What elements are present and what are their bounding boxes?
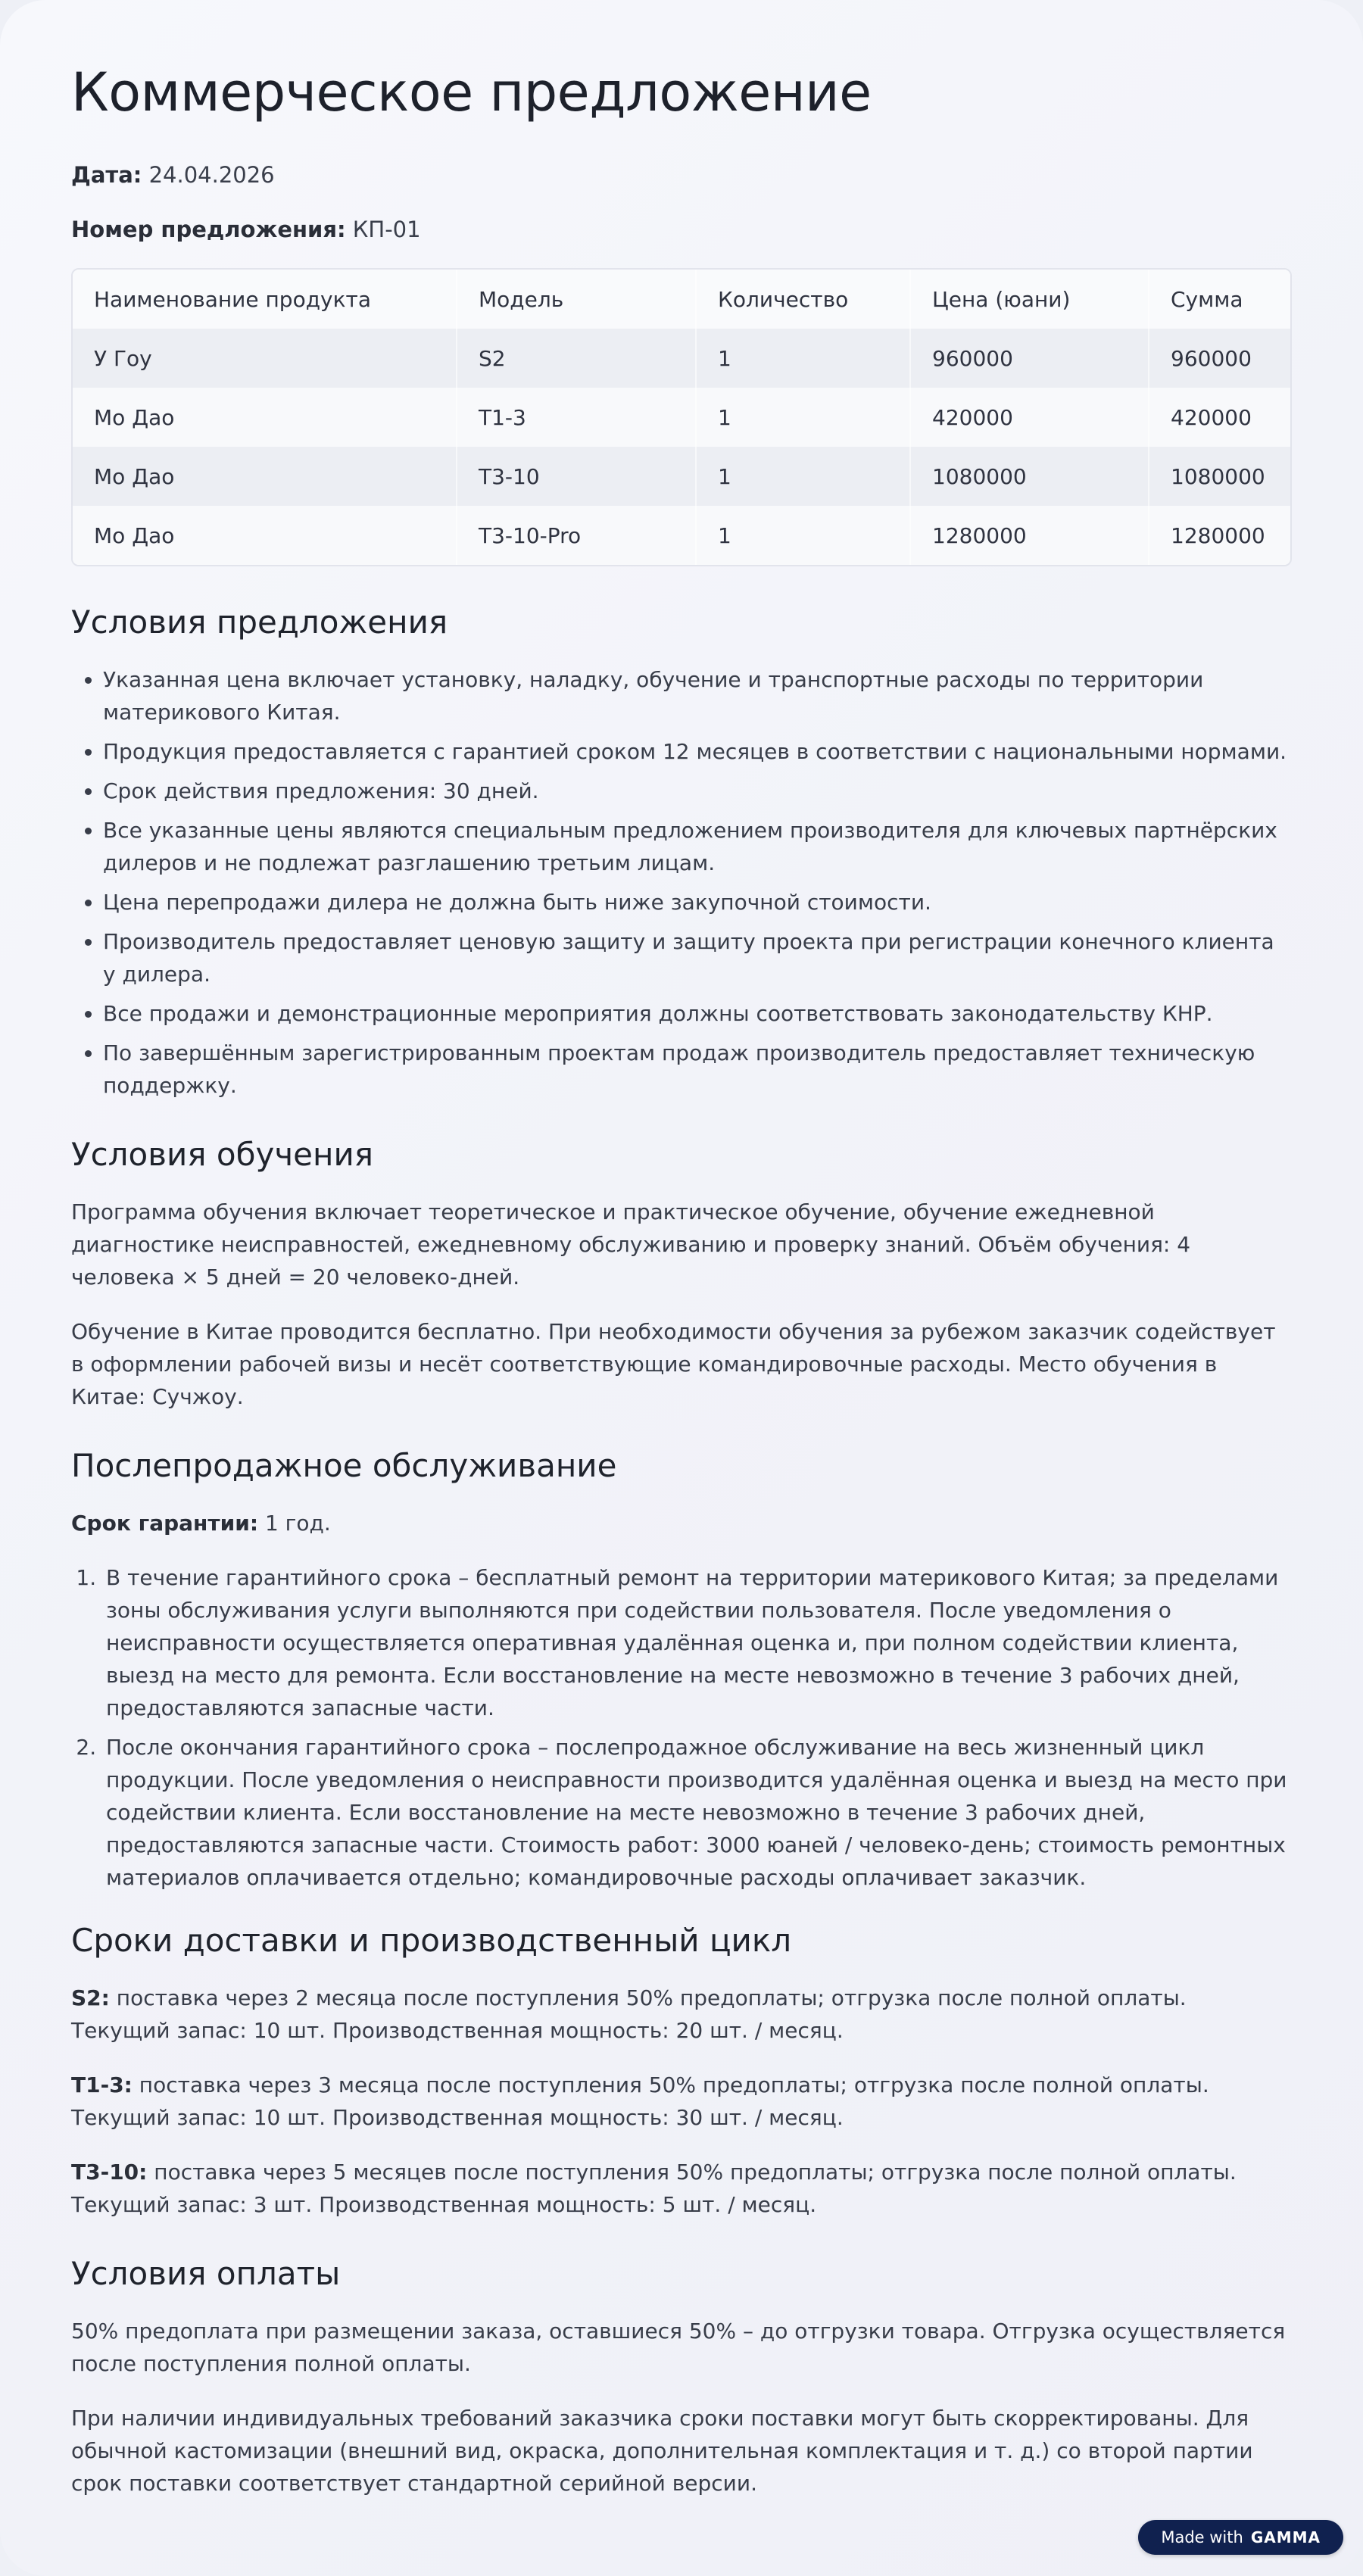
delivery-text: поставка через 5 месяцев после поступления 50% предоплаты; отгрузка после полной оплаты. Текущий запас: 3 шт. Производственная мощность: 5 шт. / месяц.: [71, 2160, 1237, 2217]
list-item: • Все указанные цены являются специальным предложением производителя для ключевых партнёрских дилеров и не подлежат разглашению третьим лицам.: [103, 814, 1292, 879]
cell-quantity: 1: [695, 506, 909, 565]
list-item: 1. В течение гарантийного срока – бесплатный ремонт на территории материкового Китая; за пределами зоны обслуживания услуги выполняются при содействии пользователя. После уведомления о неисправности осуществляется оперативная удалённая оценка и, при полном содействии клиента, выезд на место для ремонта. Если восстановление на месте невозможно в течение 3 рабочих дней, предоставляются запасные части.: [103, 1561, 1292, 1724]
delivery-model: T1-3:: [71, 2072, 133, 2097]
header-model: Модель: [456, 270, 695, 329]
cell-product: Мо Дао: [73, 506, 456, 565]
cell-quantity: 1: [695, 388, 909, 447]
cell-product: У Гоу: [73, 329, 456, 388]
warranty-line: [71, 1507, 1292, 1539]
delivery-model: T3-10:: [71, 2160, 148, 2185]
date-label: Дата:: [71, 162, 142, 188]
delivery-item: [71, 1982, 1292, 2047]
list-item: • Цена перепродажи дилера не должна быть ниже закупочной стоимости.: [103, 886, 1292, 918]
cell-product: Мо Дао: [73, 388, 456, 447]
cell-model: T3-10: [456, 447, 695, 506]
proposal-number-value: КП-01: [352, 217, 421, 242]
proposal-number-line: [71, 214, 1292, 245]
table-row: [73, 329, 1290, 388]
cell-sum: 1280000: [1148, 506, 1290, 565]
delivery-heading: Сроки доставки и производственный цикл: [71, 1922, 792, 1959]
service-list: [71, 1561, 1292, 1894]
delivery-item: [71, 2156, 1292, 2221]
page-title: Коммерческое предложение: [71, 61, 872, 123]
cell-model: T3-10-Pro: [456, 506, 695, 565]
training-paragraph: Программа обучения включает теоретическое и практическое обучение, обучение ежедневной диагностике неисправностей, ежедневному обслуживанию и проверку знаний. Объём обучения: 4 человека × 5 дней = 20 человеко-дней.: [71, 1199, 1191, 1290]
list-item: • Производитель предоставляет ценовую защиту и защиту проекта при регистрации конечного клиента у дилера.: [103, 925, 1292, 990]
list-item: • Продукция предоставляется с гарантией сроком 12 месяцев в соответствии с национальными нормами.: [103, 735, 1292, 768]
cell-product: Мо Дао: [73, 447, 456, 506]
cell-model: T1-3: [456, 388, 695, 447]
cell-sum: 420000: [1148, 388, 1290, 447]
cell-quantity: 1: [695, 329, 909, 388]
header-price: Цена (юани): [909, 270, 1148, 329]
warranty-value: 1 год.: [264, 1511, 331, 1536]
delivery-text: поставка через 2 месяца после поступления 50% предоплаты; отгрузка после полной оплаты. Текущий запас: 10 шт. Производственная мощность: 20 шт. / месяц.: [71, 1985, 1187, 2043]
products-table: [71, 268, 1292, 566]
list-item: • Указанная цена включает установку, наладку, обучение и транспортные расходы по территории материкового Китая.: [103, 663, 1292, 728]
cell-sum: 1080000: [1148, 447, 1290, 506]
training-heading: Условия обучения: [71, 1136, 374, 1173]
delivery-item: [71, 2069, 1292, 2134]
made-with-gamma-badge[interactable]: [1138, 2520, 1343, 2555]
cell-price: 420000: [909, 388, 1148, 447]
warranty-label: Срок гарантии:: [71, 1511, 259, 1536]
table-row: [73, 447, 1290, 506]
list-item: • Срок действия предложения: 30 дней.: [103, 775, 1292, 807]
cell-price: 960000: [909, 329, 1148, 388]
header-product: Наименование продукта: [73, 270, 456, 329]
payment-paragraph: 50% предоплата при размещении заказа, оставшиеся 50% – до отгрузки товара. Отгрузка осуществляется после поступления полной оплаты.: [71, 2319, 1286, 2376]
list-item: • По завершённым зарегистрированным проектам продаж производитель предоставляет техническую поддержку.: [103, 1037, 1292, 1102]
cell-quantity: 1: [695, 447, 909, 506]
offer-terms-list: [71, 663, 1292, 1102]
gamma-logo: GAMMA: [1250, 2528, 1321, 2546]
header-quantity: Количество: [695, 270, 909, 329]
training-paragraph: Обучение в Китае проводится бесплатно. При необходимости обучения за рубежом заказчик содействует в оформлении рабочей визы и несёт соответствующие командировочные расходы. Место обучения в Китае: Сучжоу.: [71, 1319, 1276, 1409]
cell-model: S2: [456, 329, 695, 388]
table-row: [73, 388, 1290, 447]
list-item: • Все продажи и демонстрационные мероприятия должны соответствовать законодательству КНР.: [103, 997, 1292, 1030]
table-header-row: [73, 270, 1290, 329]
service-heading: Послепродажное обслуживание: [71, 1447, 617, 1484]
delivery-text: поставка через 3 месяца после поступления 50% предоплаты; отгрузка после полной оплаты. Текущий запас: 10 шт. Производственная мощность: 30 шт. / месяц.: [71, 2072, 1209, 2130]
date-line: [71, 159, 1292, 191]
proposal-number-label: Номер предложения:: [71, 217, 346, 242]
date-value: 24.04.2026: [148, 162, 275, 188]
badge-prefix: Made with: [1161, 2528, 1243, 2546]
payment-paragraph: При наличии индивидуальных требований заказчика сроки поставки могут быть скорректированы. Для обычной кастомизации (внешний вид, окраска, дополнительная комплектация и т. д.) со второй партии срок поставки соответствует стандартной серийной версии.: [71, 2406, 1253, 2496]
list-item: 2. После окончания гарантийного срока – послепродажное обслуживание на весь жизненный цикл продукции. После уведомления о неисправности производится удалённая оценка и выезд на место при содействии клиента. Если восстановление на месте невозможно в течение 3 рабочих дней, предоставляются запасные части. Стоимость работ: 3000 юаней / человеко-день; стоимость ремонтных материалов оплачивается отдельно; командировочные расходы оплачивает заказчик.: [103, 1731, 1292, 1894]
delivery-model: S2:: [71, 1985, 110, 2010]
table-row: [73, 506, 1290, 565]
cell-price: 1080000: [909, 447, 1148, 506]
cell-price: 1280000: [909, 506, 1148, 565]
header-sum: Сумма: [1148, 270, 1290, 329]
payment-heading: Условия оплаты: [71, 2255, 341, 2292]
offer-terms-heading: Условия предложения: [71, 603, 448, 641]
cell-sum: 960000: [1148, 329, 1290, 388]
